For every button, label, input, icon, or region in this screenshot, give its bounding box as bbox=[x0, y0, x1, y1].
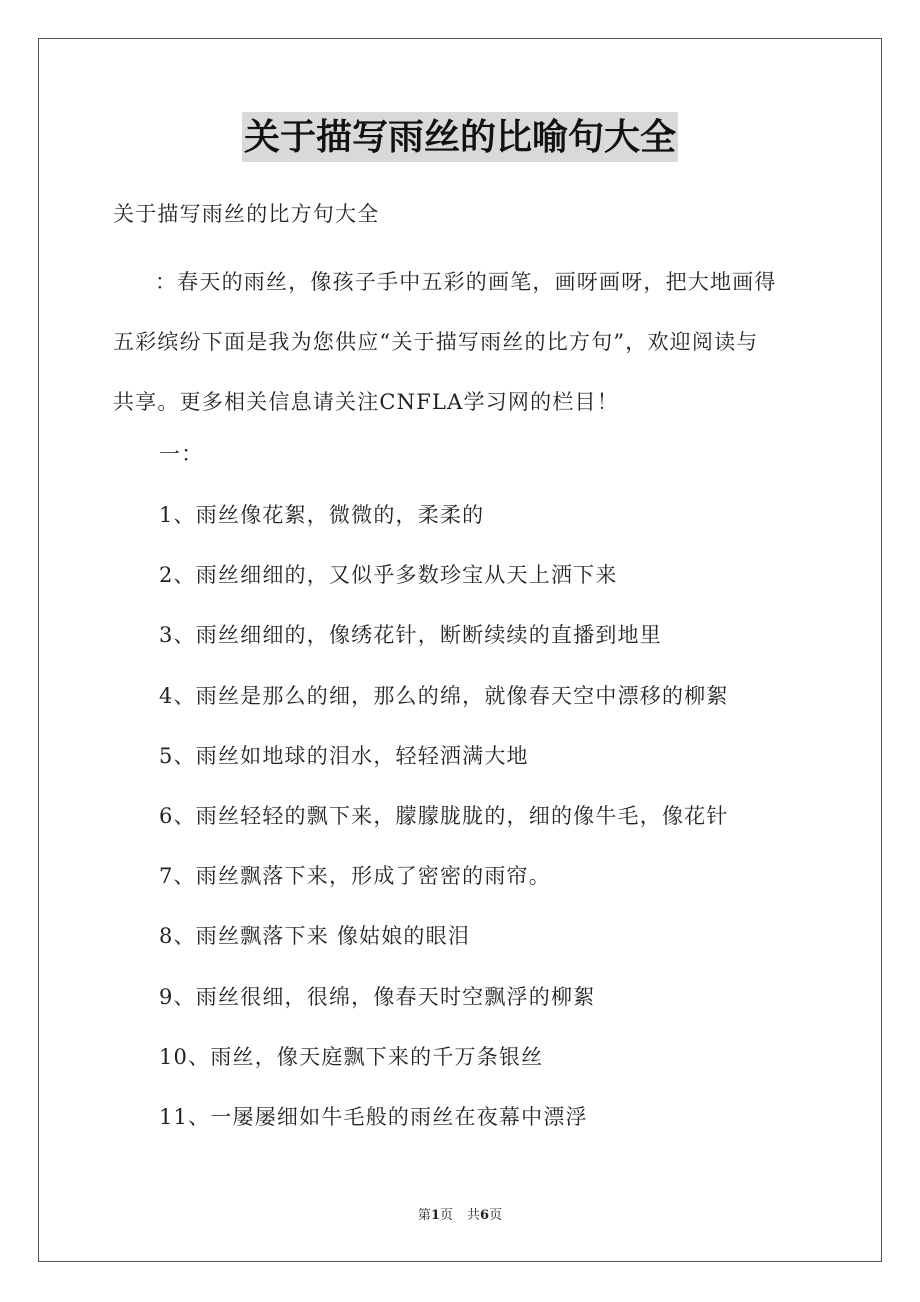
page-prefix: 第 bbox=[417, 1208, 431, 1223]
list-item: 6、雨丝轻轻的飘下来，朦朦胧胧的，细的像牛毛，像花针 bbox=[159, 803, 729, 828]
page-current: 1 bbox=[430, 1208, 440, 1223]
title-container bbox=[0, 112, 920, 162]
total-prefix: 共 bbox=[467, 1208, 481, 1223]
list-item: 3、雨丝细细的，像绣花针，断断续续的直播到地里 bbox=[159, 623, 662, 648]
list-item: 1、雨丝像花絮，微微的，柔柔的 bbox=[159, 503, 485, 527]
document-title: 关于描写雨丝的比喻句大全 bbox=[242, 112, 678, 162]
list-item: 7、雨丝飘落下来，形成了密密的雨帘。 bbox=[159, 864, 551, 889]
intro-line: ：春天的雨丝，像孩子手中五彩的画笔，画呀画呀，把大地画得 bbox=[155, 270, 777, 294]
total-suffix: 页 bbox=[489, 1208, 503, 1223]
total-pages: 6 bbox=[480, 1208, 490, 1223]
list-item: 8、雨丝飘落下来 像姑娘的眼泪 bbox=[159, 924, 471, 949]
document-subtitle: 关于描写雨丝的比方句大全 bbox=[113, 202, 380, 226]
list-item: 5、雨丝如地球的泪水，轻轻洒满大地 bbox=[159, 743, 529, 768]
section-label: 一： bbox=[159, 442, 204, 466]
intro-line: 共享。更多相关信息请关注CNFLA学习网的栏目！ bbox=[113, 390, 619, 414]
list-item: 10、雨丝，像天庭飘下来的千万条银丝 bbox=[159, 1044, 544, 1069]
intro-line: 五彩缤纷下面是我为您供应“关于描写雨丝的比方句”，欢迎阅读与 bbox=[113, 330, 759, 354]
list-item: 2、雨丝细细的，又似乎多数珍宝从天上洒下来 bbox=[159, 563, 618, 588]
page-footer bbox=[0, 1207, 920, 1225]
intro-paragraph bbox=[113, 252, 813, 432]
page-suffix: 页 bbox=[439, 1208, 453, 1223]
list-item: 9、雨丝很细，很绵，像春天时空飘浮的柳絮 bbox=[159, 984, 596, 1009]
simile-list bbox=[159, 493, 729, 1155]
list-item: 4、雨丝是那么的细，那么的绵，就像春天空中漂移的柳絮 bbox=[159, 683, 729, 708]
list-item: 11、一屡屡细如牛毛般的雨丝在夜幕中漂浮 bbox=[159, 1104, 588, 1129]
